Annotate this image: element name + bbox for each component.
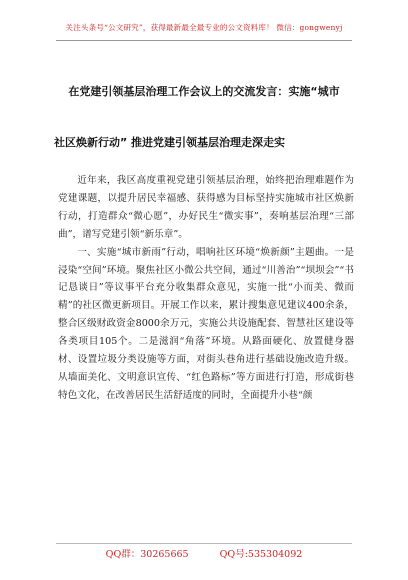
title-line-2: 社区焕新行动” 推进党建引领基层治理走深走实 xyxy=(54,136,286,149)
document-title xyxy=(54,66,354,168)
paragraph-intro: 近年来，我区高度重视党建引领基层治理，始终把治理难题作为党建课题，以提升居民幸福感、获得感为目标坚持实施城市社区焕新行动，打造群众“微心愿”，办好民生“微实事”，奏响基层治理“三部曲”，谱写党建引领“新乐章”。 xyxy=(58,175,354,240)
header-divider xyxy=(56,40,352,41)
document-body xyxy=(58,172,354,405)
paragraph-section-1: 一、实施“城市新雨”行动，唱响社区环境“焕新颜”主题曲。一是浸染“空间”环境。聚焦社区小微公共空间，通过“川善治”“坝坝会”“书记恳谈日”等议事平台充分收集群众意见，实施一批“小而美、微而精”的社区微更新项目。开展工作以来，累计搜集意见建议400余条，整合区级财政资金8000余万元，实施公共设施配套、智慧社区建设等各类项目105个。二是滋润“角落”环境。从路面硬化、放置健身器材、设置垃圾分类设施等方面，对街头巷角进行基础设施改造升级。从墙面美化、文明意识宣传、“红色路标”等方面进行打造，形成街巷特色文化，在改善居民生活舒适度的同时，全面提升小巷“颜 xyxy=(58,246,354,401)
footer-qq-group: QQ群：30265665 xyxy=(105,549,189,560)
title-line-1: 在党建引领基层治理工作会议上的交流发言：实施“城市 xyxy=(68,85,340,98)
header-promo-note: 关注头条号“公文研究”，获得最新最全最专业的公文资料库！ 微信：gongwenyj xyxy=(65,23,343,32)
footer-divider xyxy=(56,543,352,544)
footer-contact xyxy=(0,546,408,560)
footer-qq-number: QQ号:535304092 xyxy=(219,549,303,560)
